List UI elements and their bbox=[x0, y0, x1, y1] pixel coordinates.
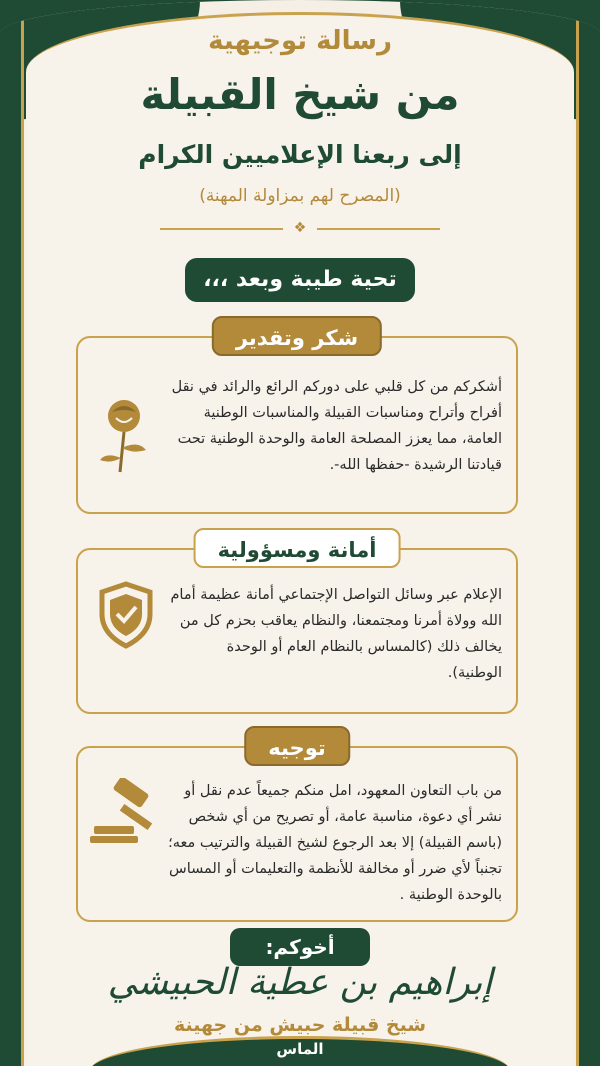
signature-name: إبراهيم بن عطية الحبيشي bbox=[107, 962, 493, 1003]
shield-check-icon bbox=[96, 580, 156, 640]
directive-card bbox=[76, 736, 518, 922]
responsibility-card-title: أمانة ومسؤولية bbox=[194, 528, 401, 568]
directive-card-text: من باب التعاون المعهود، امل منكم جميعاً عدم نقل أو نشر أي دعوة، مناسبة عامة، أو تصريح من أي شخص (باسم القبيلة) إلا بعد الرجوع لشيخ القبيلة والترتيب معه؛ تجنباً لأي ضرر أو مخالفة للأنظمة والتعليمات أو المساس بالوحدة الوطنية . bbox=[168, 783, 502, 903]
rose-icon bbox=[96, 396, 156, 456]
header-line-1: رسالة توجيهية bbox=[208, 26, 392, 56]
header-line-2: من شيخ القبيلة bbox=[140, 70, 460, 119]
responsibility-card bbox=[76, 538, 518, 714]
brand-logo: الماس bbox=[276, 1040, 324, 1058]
header-line-4: (المصرح لهم بمزاولة المهنة) bbox=[199, 186, 401, 206]
ornament-icon: ❖ bbox=[283, 220, 317, 238]
gavel-icon bbox=[88, 778, 168, 848]
signoff-label: أخوكم: bbox=[230, 928, 370, 966]
signature-title: شيخ قبيلة حبيش من جهينة bbox=[173, 1014, 427, 1036]
thanks-card-title: شكر وتقدير bbox=[212, 316, 382, 356]
directive-card-title: توجيه bbox=[244, 726, 350, 766]
thanks-card bbox=[76, 326, 518, 514]
responsibility-card-text: الإعلام عبر وسائل التواصل الإجتماعي أمانة عظيمة أمام الله وولاة أمرنا ومجتمعنا، والنظام يعاقب بحزم كل من يخالف ذلك (كالمساس بالنظام العام أو الوحدة الوطنية). bbox=[170, 587, 502, 681]
header-line-3: إلى ربعنا الإعلاميين الكرام bbox=[138, 140, 462, 169]
greeting-badge: تحية طيبة وبعد ،،، bbox=[185, 258, 415, 302]
thanks-card-text: أشكركم من كل قلبي على دوركم الرائع والرائد في نقل أفراح وأتراح ومناسبات القبيلة والمناسبات الوطنية العامة، مما يعزز المصلحة العامة والوحدة الوطنية تحت قيادتنا الرشيدة -حفظها الله-. bbox=[171, 379, 502, 473]
